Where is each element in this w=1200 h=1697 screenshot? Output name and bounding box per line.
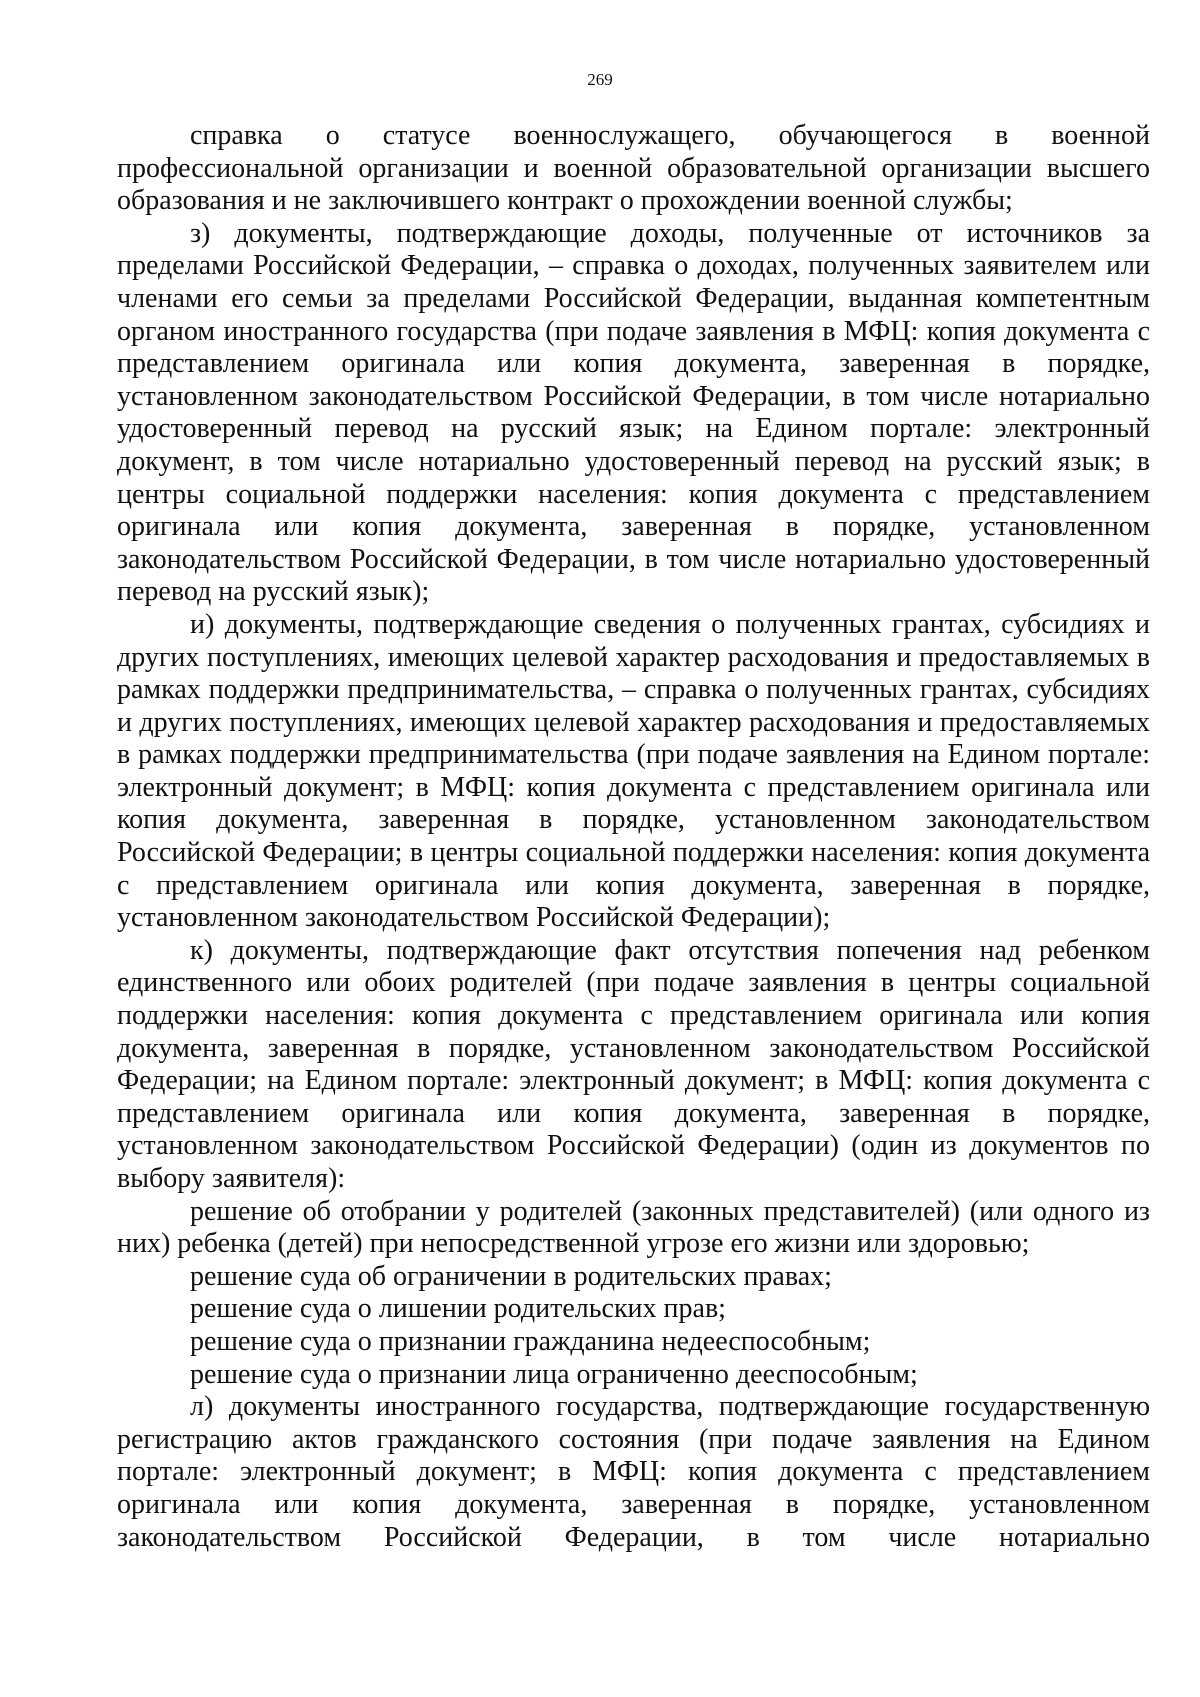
document-body	[117, 120, 1150, 1554]
page-number: 269	[587, 70, 613, 89]
paragraph-removal-decision: решение об отобрании у родителей (законных представителей) (или одного из них) ребенка (детей) при непосредственной угрозе его жизни или здоровью;	[117, 1195, 1150, 1260]
paragraph-court-limited-capacity: решение суда о признании лица ограниченно дееспособным;	[190, 1358, 918, 1390]
paragraph-item-z-foreign-income: з) документы, подтверждающие доходы, полученные от источников за пределами Российской Федерации, – справка о доходах, полученных заявителем или членами его семьи за пределами Российской Федерации, выданная компетентным органом иностранного государства (при подаче заявления в МФЦ: копия документа с представлением оригинала или копия документа, заверенная в порядке, установленном законодательством Российской Федерации, в том числе нотариально удостоверенный перевод на русский язык; на Едином портале: электронный документ, в том числе нотариально удостоверенный перевод на русский язык; в центры социальной поддержки населения: копия документа с представлением оригинала или копия документа, заверенная в порядке, установленном законодательством Российской Федерации, в том числе нотариально удостоверенный перевод на русский язык);	[117, 217, 1150, 608]
paragraph-item-l-foreign-registration: л) документы иностранного государства, подтверждающие государственную регистрацию актов гражданского состояния (при подаче заявления на Едином портале: электронный документ; в МФЦ: копия документа с представлением оригинала или копия документа, заверенная в порядке, установленном законодательством Российской Федерации, в том числе нотариально	[117, 1391, 1150, 1553]
paragraph-court-restriction-rights: решение суда об ограничении в родительских правах;	[190, 1260, 832, 1292]
paragraph-military-student-certificate: справка о статусе военнослужащего, обучающегося в военной профессиональной организации и военной образовательной организации высшего образования и не заключившего контракт о прохождении военной службы;	[117, 120, 1150, 217]
paragraph-item-k-parental-care: к) документы, подтверждающие факт отсутствия попечения над ребенком единственного или обоих родителей (при подаче заявления в центры социальной поддержки населения: копия документа с представлением оригинала или копия документа, заверенная в порядке, установленном законодательством Российской Федерации; на Едином портале: электронный документ; в МФЦ: копия документа с представлением оригинала или копия документа, заверенная в порядке, установленном законодательством Российской Федерации) (один из документов по выбору заявителя):	[117, 934, 1150, 1194]
paragraph-court-deprivation-rights: решение суда о лишении родительских прав;	[190, 1293, 726, 1325]
paragraph-court-incapacity: решение суда о признании гражданина недееспособным;	[190, 1325, 871, 1357]
paragraph-item-i-grants-subsidies: и) документы, подтверждающие сведения о полученных грантах, субсидиях и других поступлениях, имеющих целевой характер расходования и предоставляемых в рамках поддержки предпринимательства, – справка о полученных грантах, субсидиях и других поступлениях, имеющих целевой характер расходования и предоставляемых в рамках поддержки предпринимательства (при подаче заявления на Едином портале: электронный документ; в МФЦ: копия документа с представлением оригинала или копия документа, заверенная в порядке, установленном законодательством Российской Федерации; в центры социальной поддержки населения: копия документа с представлением оригинала или копия документа, заверенная в порядке, установленном законодательством Российской Федерации);	[117, 608, 1150, 934]
